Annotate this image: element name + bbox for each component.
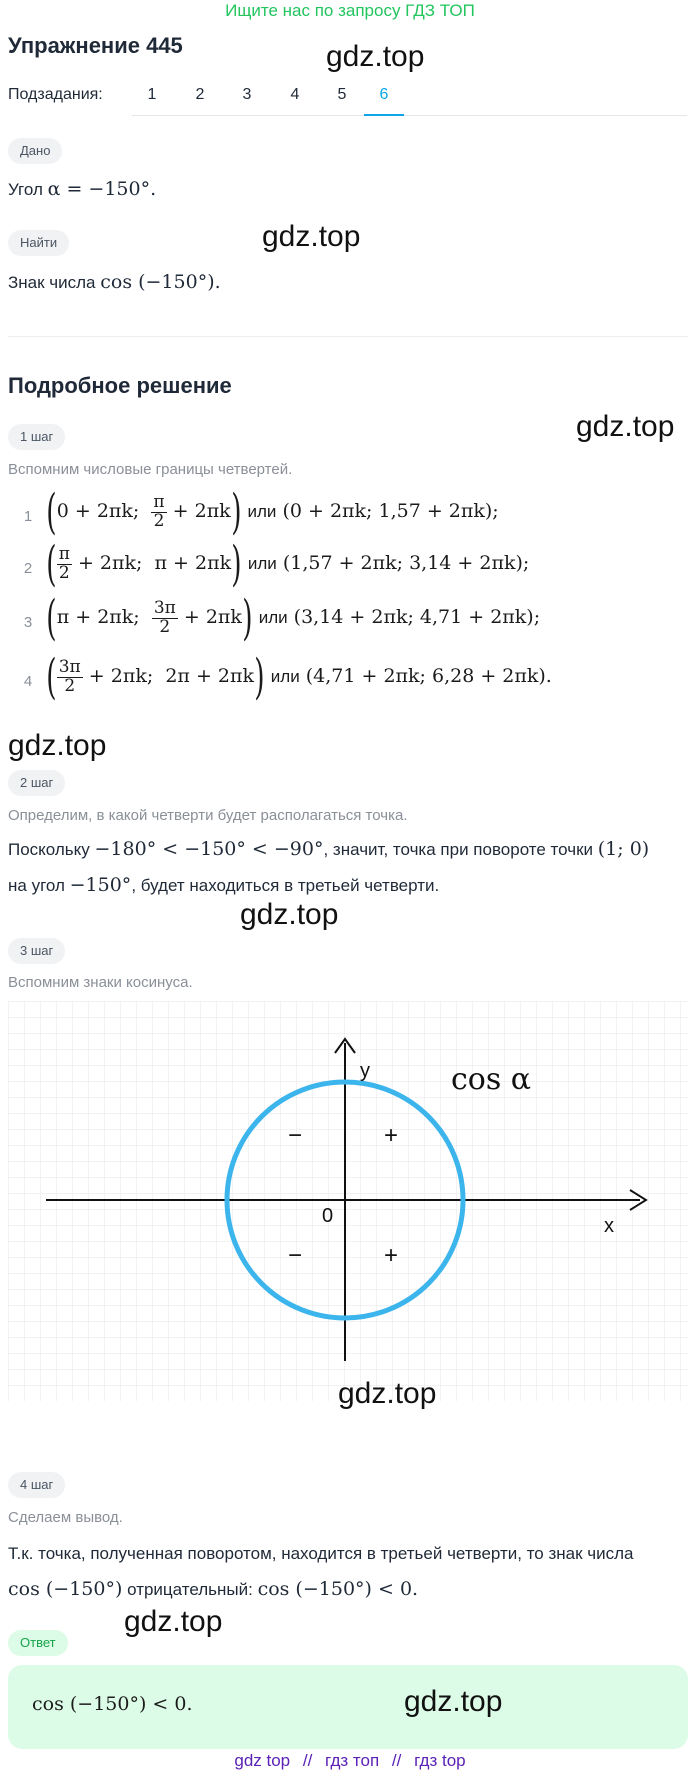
q1-end-tail: + 2πk bbox=[172, 500, 231, 522]
or-word: или bbox=[258, 608, 288, 627]
step1-label: 1 шаг bbox=[8, 424, 65, 450]
quarter-number: 3 bbox=[23, 614, 33, 631]
given-prefix: Угол bbox=[8, 180, 48, 199]
given-math: α = −150°. bbox=[47, 178, 157, 200]
watermark: gdz.top bbox=[576, 410, 675, 443]
quarter-2-row: ( $\frac{\pi}{2}$ + 2πk; π + 2πk) или (1,57 + 2πk; 3,14 + 2πk); bbox=[46, 536, 530, 592]
step2-intro: Определим, в какой четверти будет располагаться точка. bbox=[8, 807, 408, 824]
q3-numeric: (3,14 + 2πk; 4,71 + 2πk); bbox=[293, 606, 541, 628]
footer-link-gdz-top-ru[interactable]: гдз топ bbox=[325, 1751, 380, 1770]
step2-line1 bbox=[8, 838, 649, 860]
text: на угол bbox=[8, 876, 70, 895]
q3-fraction: $\frac{3\pi}{2}$ bbox=[153, 597, 176, 637]
watermark: gdz.top bbox=[338, 1377, 437, 1410]
step4-line2 bbox=[8, 1578, 418, 1600]
or-word: или bbox=[270, 667, 300, 686]
math-cos: cos (−150°) bbox=[8, 1578, 123, 1600]
step4-label: 4 шаг bbox=[8, 1472, 65, 1498]
step1-intro: Вспомним числовые границы четвертей. bbox=[8, 461, 293, 478]
subtask-tab-3[interactable]: 3 bbox=[242, 86, 252, 103]
quarter-number: 2 bbox=[23, 560, 33, 577]
subtask-tab-4[interactable]: 4 bbox=[290, 86, 300, 103]
divider bbox=[8, 336, 688, 337]
origin-label: 0 bbox=[322, 1205, 334, 1227]
answer-box bbox=[8, 1665, 688, 1749]
watermark: gdz.top bbox=[8, 729, 107, 762]
find-math: cos (−150°). bbox=[100, 271, 221, 293]
q4-fraction: $\frac{3\pi}{2}$ bbox=[58, 656, 81, 696]
subtask-tab-2[interactable]: 2 bbox=[195, 86, 205, 103]
math-inequality: −180° < −150° < −90° bbox=[94, 838, 324, 860]
text: , будет находиться в третьей четверти. bbox=[131, 876, 440, 895]
step4-intro: Сделаем вывод. bbox=[8, 1509, 123, 1526]
answer-math: cos (−150°) < 0. bbox=[32, 1693, 193, 1715]
footer-link-gdz-top-mixed[interactable]: гдз top bbox=[414, 1751, 466, 1770]
sign-q4: + bbox=[384, 1242, 399, 1269]
step3-label: 3 шаг bbox=[8, 938, 65, 964]
text: , значит, точка при повороте точки bbox=[323, 840, 598, 859]
q4-numeric: (4,71 + 2πk; 6,28 + 2πk). bbox=[305, 665, 552, 687]
axis-x-label: x bbox=[604, 1215, 614, 1237]
quarter-number: 4 bbox=[23, 673, 33, 690]
q2-fraction: $\frac{\pi}{2}$ bbox=[58, 543, 70, 583]
q2-start-tail: + 2πk; bbox=[77, 552, 143, 574]
q4-end: 2π + 2πk bbox=[165, 665, 254, 687]
quarter-4-row: ( $\frac{3\pi}{2}$ + 2πk; 2π + 2πk) или (4,71 + 2πk; 6,28 + 2πk). bbox=[46, 649, 552, 705]
subtasks-tabs bbox=[132, 84, 687, 116]
sign-q2: − bbox=[288, 1122, 303, 1149]
q1-start: 0 + 2πk; bbox=[56, 500, 140, 522]
text: отрицательный: bbox=[122, 1580, 258, 1599]
solution-heading: Подробное решение bbox=[8, 373, 232, 398]
q1-fraction: $\frac{\pi}{2}$ bbox=[153, 491, 165, 531]
watermark: gdz.top bbox=[240, 898, 339, 931]
math-angle: −150° bbox=[69, 874, 132, 896]
footer-separator: // bbox=[302, 1751, 313, 1770]
q2-end: π + 2πk bbox=[154, 552, 232, 574]
top-banner: Ищите нас по запросу ГДЗ ТОП bbox=[225, 1, 475, 20]
watermark: gdz.top bbox=[404, 1685, 503, 1718]
quarter-1-row: (0 + 2πk; $\frac{\pi}{2}$ + 2πk) или (0 + 2πk; 1,57 + 2πk); bbox=[46, 484, 499, 540]
sign-q3: − bbox=[288, 1242, 303, 1269]
subtask-tab-1[interactable]: 1 bbox=[147, 86, 157, 103]
q2-numeric: (1,57 + 2πk; 3,14 + 2πk); bbox=[282, 552, 530, 574]
or-word: или bbox=[247, 502, 277, 521]
q3-end-tail: + 2πk bbox=[183, 606, 242, 628]
exercise-title: Упражнение 445 bbox=[8, 33, 183, 58]
step2-label: 2 шаг bbox=[8, 770, 65, 796]
given-label: Дано bbox=[8, 138, 62, 164]
quarter-number: 1 bbox=[23, 508, 33, 525]
subtask-tab-5[interactable]: 5 bbox=[337, 86, 347, 103]
footer-link-gdz-top[interactable]: gdz top bbox=[234, 1751, 291, 1770]
answer-label: Ответ bbox=[8, 1630, 68, 1656]
q4-start-tail: + 2πk; bbox=[88, 665, 154, 687]
cosine-sign-diagram bbox=[8, 1001, 688, 1401]
subtasks-label: Подзадания: bbox=[8, 86, 103, 103]
math-point: (1; 0) bbox=[597, 838, 650, 860]
step2-line2 bbox=[8, 874, 439, 896]
subtask-tab-6[interactable]: 6 bbox=[364, 84, 404, 116]
math-conclusion: cos (−150°) < 0. bbox=[257, 1578, 419, 1600]
given-text bbox=[8, 178, 156, 200]
find-text bbox=[8, 271, 221, 293]
footer-links bbox=[0, 1751, 700, 1771]
watermark: gdz.top bbox=[262, 220, 361, 253]
find-label: Найти bbox=[8, 230, 69, 256]
step4-line1: Т.к. точка, полученная поворотом, находится в третьей четверти, то знак числа bbox=[8, 1544, 634, 1563]
watermark: gdz.top bbox=[124, 1605, 223, 1638]
q1-numeric: (0 + 2πk; 1,57 + 2πk); bbox=[282, 500, 499, 522]
footer-separator: // bbox=[391, 1751, 402, 1770]
find-prefix: Знак числа bbox=[8, 273, 101, 292]
or-word: или bbox=[247, 554, 277, 573]
axis-y-label: y bbox=[360, 1060, 370, 1082]
watermark: gdz.top bbox=[326, 40, 425, 73]
text: Поскольку bbox=[8, 840, 95, 859]
diagram-title: cos α bbox=[451, 1062, 532, 1097]
step3-intro: Вспомним знаки косинуса. bbox=[8, 974, 193, 991]
quarter-3-row: (π + 2πk; $\frac{3\pi}{2}$ + 2πk) или (3,14 + 2πk; 4,71 + 2πk); bbox=[46, 590, 541, 646]
q3-start: π + 2πk; bbox=[56, 606, 140, 628]
sign-q1: + bbox=[384, 1122, 399, 1149]
